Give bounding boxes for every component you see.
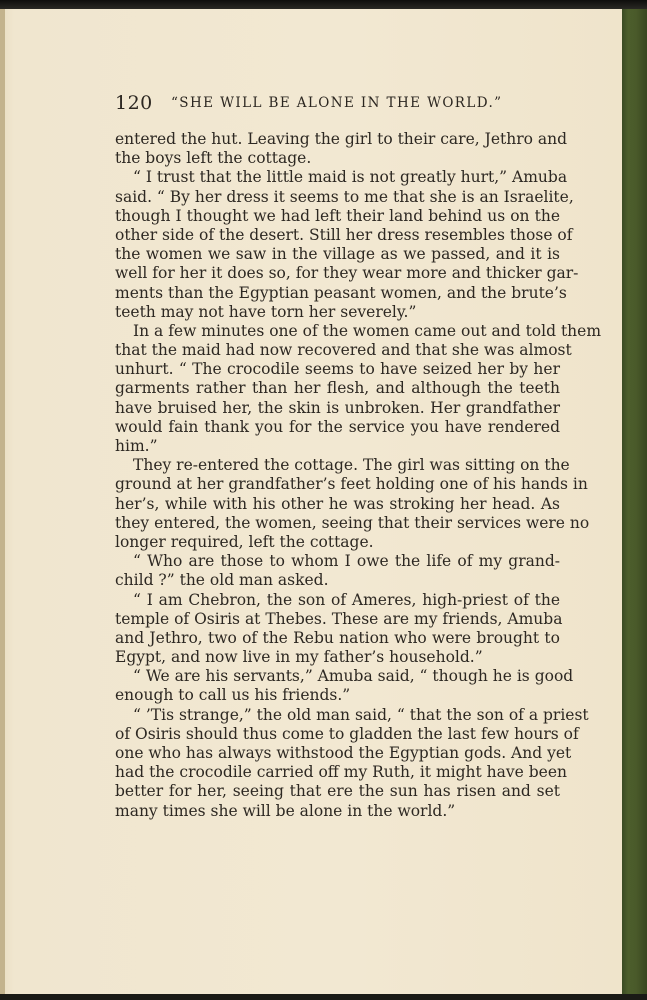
text-line: ments than the Egyptian peasant women, and the brute’s — [115, 283, 567, 302]
text-line: said. “ By her dress it seems to me that she is an Israelite, — [115, 187, 574, 206]
text-line: “ I am Chebron, the son of Ameres, high-priest of the — [133, 590, 560, 609]
page-number: 120 — [115, 92, 153, 114]
text-line: child ?” the old man asked. — [115, 571, 329, 590]
text-line: They re-entered the cottage. The girl was sitting on the — [133, 456, 570, 475]
text-line: teeth may not have torn her severely.” — [115, 302, 417, 321]
text-line: had the crocodile carried off my Ruth, it might have been — [115, 763, 568, 782]
text-line: they entered, the women, seeing that their services were no — [115, 513, 590, 532]
text-line: other side of the desert. Still her dress resembles those of — [115, 225, 573, 244]
top-edge — [0, 0, 647, 9]
text-line: “ We are his servants,” Amuba said, “ though he is good — [133, 667, 574, 686]
text-line: many times she will be alone in the world.” — [115, 801, 456, 820]
text-line: better for her, seeing that ere the sun has risen and set — [115, 782, 560, 801]
page-header — [115, 90, 565, 116]
text-line: her’s, while with his other he was stroking her head. As — [115, 494, 560, 513]
body-text — [115, 130, 602, 821]
text-line: “ I trust that the little maid is not greatly hurt,” Amuba — [133, 168, 568, 187]
text-line: that the maid had now recovered and that she was almost — [115, 341, 572, 360]
text-line: have bruised her, the skin is unbroken. Her grandfather — [115, 398, 560, 417]
text-line: enough to call us his friends.” — [115, 686, 351, 705]
text-line: ground at her grandfather’s feet holding one of his hands in — [115, 475, 588, 494]
page-gutter-shadow — [0, 9, 5, 995]
text-line: would fain thank you for the service you have rendered — [115, 417, 560, 436]
text-line: temple of Osiris at Thebes. These are my friends, Amuba — [115, 609, 563, 628]
text-line: Egypt, and now live in my father’s household.” — [115, 648, 483, 667]
text-line: one who has always withstood the Egyptian gods. And yet — [115, 744, 572, 762]
running-head: “SHE WILL BE ALONE IN THE WORLD.” — [171, 95, 503, 111]
text-line: and Jethro, two of the Rebu nation who were brought to — [115, 628, 560, 647]
book-binding-edge — [622, 9, 647, 995]
text-line: though I thought we had left their land behind us on the — [115, 206, 560, 225]
text-line: garments rather than her flesh, and although the teeth — [115, 379, 560, 398]
text-line: unhurt. “ The crocodile seems to have seized her by her — [115, 360, 560, 379]
bottom-edge — [0, 994, 647, 1000]
text-line: entered the hut. Leaving the girl to their care, Jethro and — [115, 130, 568, 148]
text-line: In a few minutes one of the women came out and told them — [133, 321, 602, 340]
text-line: of Osiris should thus come to gladden the last few hours of — [115, 724, 579, 743]
text-line: “ ’Tis strange,” the old man said, “ that the son of a priest — [133, 705, 589, 724]
text-line: well for her it does so, for they wear more and thicker gar- — [115, 264, 579, 283]
text-line: “ Who are those to whom I owe the life of my grand- — [133, 552, 560, 571]
text-line: the boys left the cottage. — [115, 149, 312, 168]
text-line: the women we saw in the village as we passed, and it is — [115, 245, 560, 264]
text-line: him.” — [115, 437, 158, 455]
text-line: longer required, left the cottage. — [115, 532, 374, 551]
